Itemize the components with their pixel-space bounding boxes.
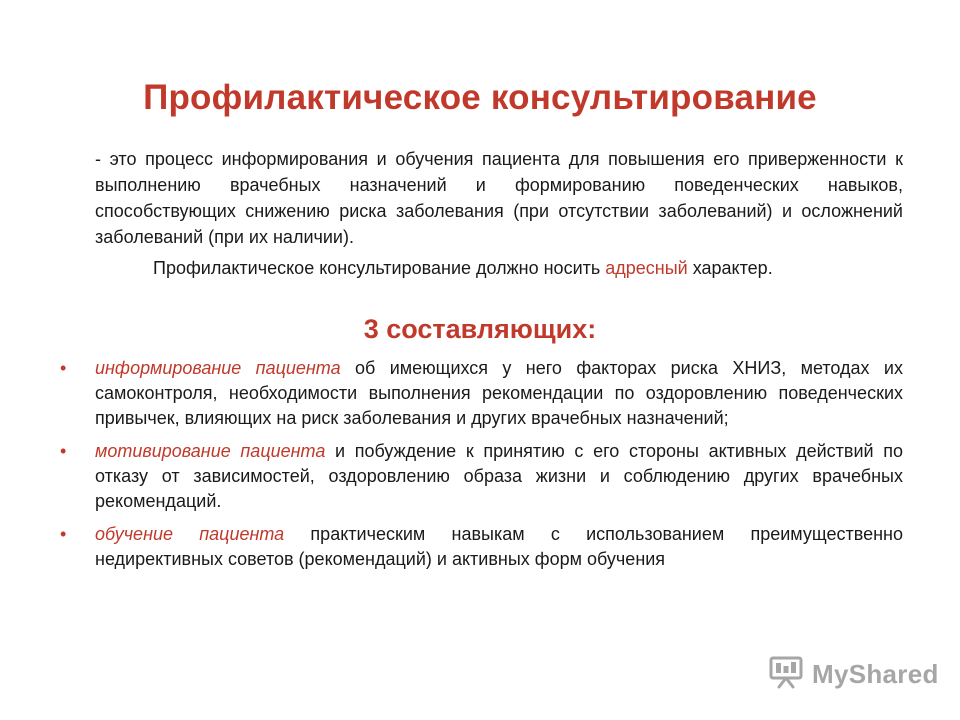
presentation-board-icon	[768, 654, 804, 695]
components-list	[60, 356, 903, 580]
list-item	[60, 439, 903, 514]
watermark-text: MyShared	[812, 658, 939, 689]
bullet-icon: •	[60, 358, 67, 378]
component-highlight: обучение пациента	[95, 524, 285, 544]
list-item	[60, 522, 903, 572]
component-text: и побуждение к принятию с его стороны активных действий по отказу от зависимостей, оздоровлению образа жизни и соблюдению других врачебных рекомендаций.	[95, 441, 903, 511]
addressed-lead: Профилактическое консультирование должно носить	[153, 258, 606, 278]
list-item	[60, 356, 903, 431]
bullet-icon: •	[60, 524, 67, 544]
slide-title: Профилактическое консультирование	[143, 78, 817, 117]
definition-paragraph: - это процесс информирования и обучения пациента для повышения его приверженности к выполнению врачебных назначений и формированию поведенческих навыков, способствующих снижению риска заболевания (при отсутствии заболеваний) и осложнений заболеваний (при их наличии).	[95, 149, 903, 247]
addressed-paragraph	[95, 255, 903, 281]
component-text: об имеющихся у него факторах риска ХНИЗ, методах их самоконтроля, необходимости выполнения рекомендации по оздоровлению поведенческих привычек, влияющих на риск заболевания и других врачебных назначений;	[95, 358, 903, 428]
addressed-highlight: адресный	[605, 258, 688, 278]
component-text: практическим навыкам с использованием преимущественно недирективных советов (рекомендаций) и активных форм обучения	[95, 524, 903, 569]
component-highlight: мотивирование пациента	[95, 441, 326, 461]
watermark	[768, 654, 939, 694]
component-highlight: информирование пациента	[95, 358, 341, 378]
bullet-icon: •	[60, 441, 67, 461]
addressed-tail: характер.	[687, 258, 773, 278]
components-subtitle: 3 составляющих:	[363, 314, 597, 344]
